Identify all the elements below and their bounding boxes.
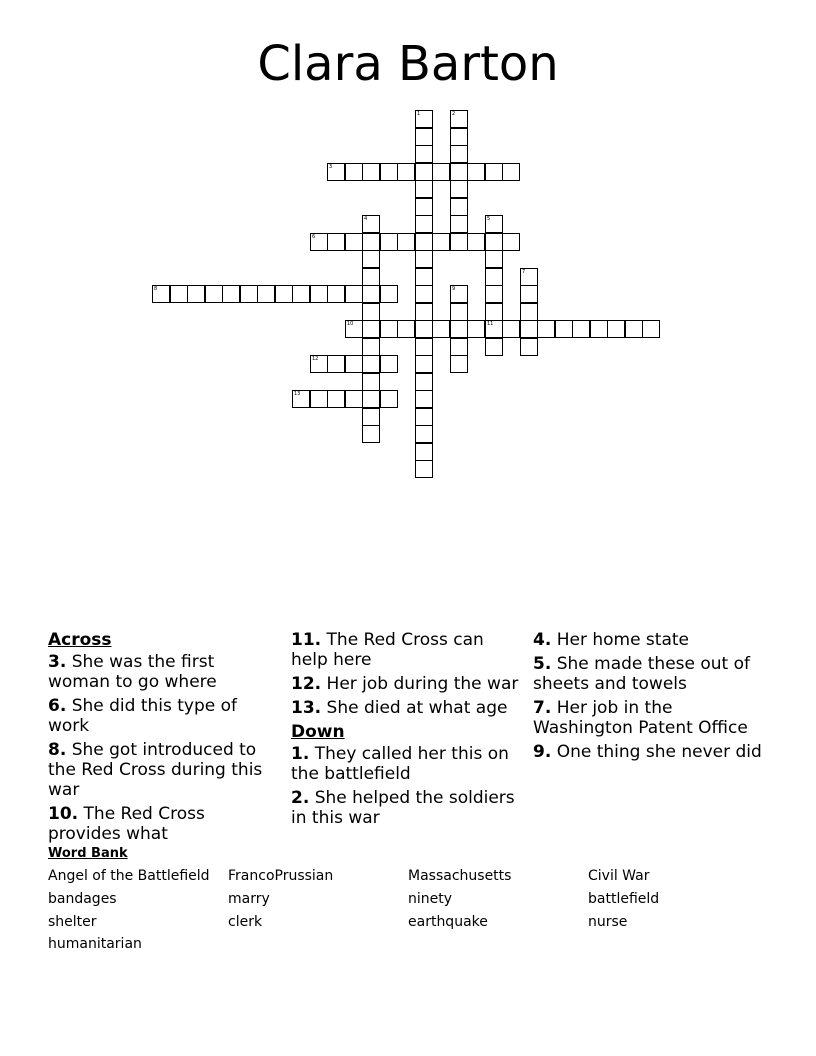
grid-cell[interactable]: [380, 163, 398, 181]
grid-cell[interactable]: [362, 408, 380, 426]
grid-cell[interactable]: [485, 268, 503, 286]
grid-cell[interactable]: [572, 320, 590, 338]
grid-cell[interactable]: [432, 163, 450, 181]
grid-cell[interactable]: [362, 373, 380, 391]
grid-cell[interactable]: [380, 355, 398, 373]
grid-cell[interactable]: [362, 320, 380, 338]
grid-cell[interactable]: [415, 215, 433, 233]
grid-cell[interactable]: [380, 390, 398, 408]
grid-cell[interactable]: [345, 320, 363, 338]
grid-cell[interactable]: [292, 390, 310, 408]
grid-cell[interactable]: [520, 285, 538, 303]
grid-cell[interactable]: [415, 285, 433, 303]
grid-cell[interactable]: [310, 390, 328, 408]
grid-cell[interactable]: [415, 355, 433, 373]
grid-cell[interactable]: [205, 285, 223, 303]
word-bank-item: Civil War: [588, 868, 650, 884]
grid-cell[interactable]: [397, 163, 415, 181]
word-bank-item: bandages: [48, 891, 117, 907]
clue-across-13: 13. She died at what age: [291, 698, 508, 718]
grid-cell[interactable]: [327, 390, 345, 408]
grid-cell[interactable]: [310, 355, 328, 373]
grid-cell[interactable]: [415, 180, 433, 198]
grid-cell[interactable]: [520, 268, 538, 286]
grid-cell[interactable]: [222, 285, 240, 303]
grid-cell[interactable]: [502, 320, 520, 338]
grid-cell[interactable]: [380, 233, 398, 251]
grid-cell[interactable]: [415, 145, 433, 163]
grid-cell[interactable]: [415, 460, 433, 478]
grid-cell[interactable]: [257, 285, 275, 303]
grid-cell[interactable]: [450, 198, 468, 216]
grid-cell[interactable]: [310, 233, 328, 251]
grid-cell[interactable]: [327, 163, 345, 181]
clue-across-11: 11. The Red Cross can help here: [291, 630, 484, 670]
grid-cell[interactable]: [380, 285, 398, 303]
grid-cell[interactable]: [345, 285, 363, 303]
grid-cell[interactable]: [415, 373, 433, 391]
word-bank-heading: Word Bank: [48, 846, 128, 861]
grid-cell[interactable]: [450, 110, 468, 128]
grid-cell[interactable]: [362, 268, 380, 286]
grid-cell[interactable]: [520, 338, 538, 356]
clues-column-3: [533, 630, 773, 766]
grid-cell[interactable]: [415, 128, 433, 146]
grid-cell[interactable]: [485, 250, 503, 268]
word-bank-item: Angel of the Battlefield: [48, 868, 210, 884]
down-heading: Down: [291, 722, 345, 742]
cell-number: 3: [329, 164, 333, 170]
grid-cell[interactable]: [415, 390, 433, 408]
grid-cell[interactable]: [502, 233, 520, 251]
grid-cell[interactable]: [432, 233, 450, 251]
word-bank-item: battlefield: [588, 891, 660, 907]
cell-number: 10: [347, 321, 354, 327]
grid-cell[interactable]: [625, 320, 643, 338]
grid-cell[interactable]: [362, 303, 380, 321]
word-bank-item: Massachusetts: [408, 868, 512, 884]
grid-cell[interactable]: [450, 145, 468, 163]
clue-across-6: 6. She did this type of work: [48, 696, 238, 736]
grid-cell[interactable]: [485, 320, 503, 338]
cell-number: 2: [452, 111, 456, 117]
grid-cell[interactable]: [327, 355, 345, 373]
grid-cell[interactable]: [187, 285, 205, 303]
cell-number: 4: [364, 216, 368, 222]
cell-number: 5: [487, 216, 491, 222]
grid-cell[interactable]: [450, 233, 468, 251]
across-heading: Across: [48, 630, 112, 650]
grid-cell[interactable]: [415, 110, 433, 128]
grid-cell[interactable]: [450, 355, 468, 373]
grid-cell[interactable]: [362, 425, 380, 443]
grid-cell[interactable]: [485, 215, 503, 233]
clue-across-8: 8. She got introduced to the Red Cross during this war: [48, 740, 263, 800]
grid-cell[interactable]: [520, 320, 538, 338]
grid-cell[interactable]: [397, 320, 415, 338]
cell-number: 6: [312, 234, 316, 240]
word-bank-item: earthquake: [408, 914, 488, 930]
grid-cell[interactable]: [450, 180, 468, 198]
clues-column-2: [291, 630, 521, 832]
cell-number: 8: [154, 286, 158, 292]
grid-cell[interactable]: [362, 338, 380, 356]
grid-cell[interactable]: [467, 233, 485, 251]
grid-cell[interactable]: [450, 320, 468, 338]
puzzle-title: Clara Barton: [257, 36, 559, 92]
grid-cell[interactable]: [362, 233, 380, 251]
cell-number: 12: [312, 356, 319, 362]
grid-cell[interactable]: [345, 163, 363, 181]
cell-number: 13: [294, 391, 301, 397]
grid-cell[interactable]: [415, 233, 433, 251]
grid-cell[interactable]: [327, 285, 345, 303]
clue-down-4: 4. Her home state: [533, 630, 690, 650]
grid-cell[interactable]: [415, 338, 433, 356]
word-bank-item: nurse: [588, 914, 628, 930]
grid-cell[interactable]: [590, 320, 608, 338]
grid-cell[interactable]: [362, 390, 380, 408]
grid-cell[interactable]: [345, 355, 363, 373]
crossword-grid: [0, 0, 816, 500]
clue-across-10: 10. The Red Cross provides what: [48, 804, 205, 844]
grid-cell[interactable]: [362, 250, 380, 268]
grid-cell[interactable]: [485, 303, 503, 321]
grid-cell[interactable]: [415, 425, 433, 443]
grid-cell[interactable]: [275, 285, 293, 303]
grid-cell[interactable]: [450, 215, 468, 233]
grid-cell[interactable]: [450, 163, 468, 181]
clue-down-7: 7. Her job in the Washington Patent Office: [533, 698, 748, 738]
grid-cell[interactable]: [345, 233, 363, 251]
word-bank-item: humanitarian: [48, 936, 142, 952]
grid-cell[interactable]: [415, 408, 433, 426]
grid-cell[interactable]: [362, 355, 380, 373]
grid-cell[interactable]: [310, 285, 328, 303]
grid-cell[interactable]: [345, 390, 363, 408]
cell-number: 7: [522, 269, 526, 275]
grid-cell[interactable]: [485, 163, 503, 181]
grid-cell[interactable]: [170, 285, 188, 303]
word-bank-item: ninety: [408, 891, 453, 907]
word-bank-item: shelter: [48, 914, 97, 930]
grid-cell[interactable]: [362, 285, 380, 303]
grid-cell[interactable]: [467, 163, 485, 181]
grid-cell[interactable]: [607, 320, 625, 338]
clue-across-3: 3. She was the first woman to go where: [48, 652, 217, 692]
grid-cell[interactable]: [467, 320, 485, 338]
grid-cell[interactable]: [450, 285, 468, 303]
clue-down-5: 5. She made these out of sheets and towels: [533, 654, 751, 694]
grid-cell[interactable]: [240, 285, 258, 303]
grid-cell[interactable]: [537, 320, 555, 338]
word-bank-item: clerk: [228, 914, 263, 930]
clues-column-1: [48, 630, 278, 848]
grid-cell[interactable]: [292, 285, 310, 303]
grid-cell[interactable]: [152, 285, 170, 303]
grid-cell[interactable]: [415, 443, 433, 461]
clue-down-9: 9. One thing she never did: [533, 742, 762, 762]
grid-cell[interactable]: [415, 163, 433, 181]
grid-cell[interactable]: [397, 233, 415, 251]
grid-cell[interactable]: [502, 163, 520, 181]
grid-cell[interactable]: [450, 128, 468, 146]
grid-cell[interactable]: [450, 338, 468, 356]
grid-cell[interactable]: [415, 320, 433, 338]
grid-cell[interactable]: [432, 320, 450, 338]
grid-cell[interactable]: [415, 268, 433, 286]
grid-cell[interactable]: [485, 285, 503, 303]
grid-cell[interactable]: [415, 198, 433, 216]
grid-cell[interactable]: [485, 233, 503, 251]
cell-number: 9: [452, 286, 456, 292]
grid-cell[interactable]: [450, 303, 468, 321]
clue-down-1: 1. They called her this on the battlefield: [291, 744, 509, 784]
cell-number: 11: [487, 321, 494, 327]
grid-cell[interactable]: [520, 303, 538, 321]
grid-cell[interactable]: [380, 320, 398, 338]
word-bank-item: FrancoPrussian: [228, 868, 334, 884]
clue-down-2: 2. She helped the soldiers in this war: [291, 788, 515, 828]
word-bank-item: marry: [228, 891, 270, 907]
grid-cell[interactable]: [415, 303, 433, 321]
grid-cell[interactable]: [642, 320, 660, 338]
grid-cell[interactable]: [555, 320, 573, 338]
grid-cell[interactable]: [485, 338, 503, 356]
grid-cell[interactable]: [415, 250, 433, 268]
clue-across-12: 12. Her job during the war: [291, 674, 519, 694]
grid-cell[interactable]: [362, 163, 380, 181]
grid-cell[interactable]: [362, 215, 380, 233]
cell-number: 1: [417, 111, 421, 117]
grid-cell[interactable]: [327, 233, 345, 251]
